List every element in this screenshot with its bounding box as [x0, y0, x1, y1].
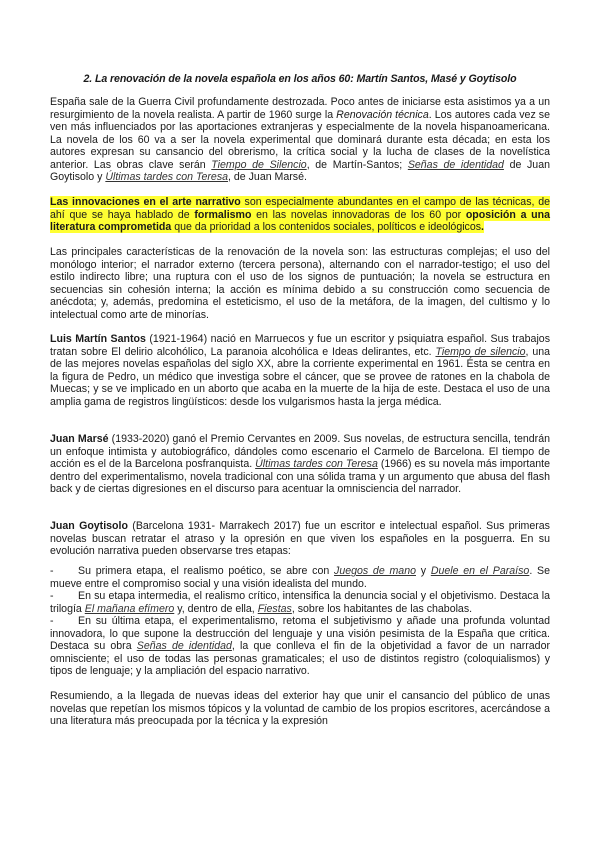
- link-senas-de-identidad-2[interactable]: Señas de identidad: [136, 640, 232, 652]
- list-item: - Su primera etapa, el realismo poético, se abre con Juegos de mano y Duele en el Paraíso. Se mueve entre el compromiso social y una visión idealista del mundo.: [50, 565, 550, 590]
- link-el-manana-efimero[interactable]: El mañana efímero: [84, 602, 175, 615]
- author-name: Juan Goytisolo: [50, 520, 128, 532]
- link-ultimas-tardes-2[interactable]: Últimas tardes con Teresa: [255, 458, 378, 470]
- link-fiestas[interactable]: Fiestas: [257, 602, 292, 615]
- list-item: - En su última etapa, el experimentalismo, retoma el subjetivismo y añade una profunda voluntad innovadora, lo que supone la destrucción del lenguaje y una visión pesimista de la España que critica. Destaca su obra Señas de identidad, la que conlleva el fin de la objetividad a favor de un narrador omnisciente; el uso de todas las personas gramaticales; el uso de distintos registro (coloquialismos) y tipos de lenguaje; y la ampliación del espacio narrativo.: [50, 615, 550, 677]
- paragraph-intro: España sale de la Guerra Civil profundamente destrozada. Poco antes de iniciarse esta asistimos ya a un resurgimiento de la novela realista. A partir de 1960 surge la Renovación técnica. Los autores cada vez se ven más influenciados por las aportaciones extranjeras y especialmente de la novela hispanoamericana. La novela de los 60 va a ser la novela experimental que dominará durante esta década; en esta los autores expresan su cansancio del obrerismo, la crítica social y la lucha de clases de la novelística anterior. Las obras clave serán Tiempo de Silencio, de Martín-Santos; Señas de identidad de Juan Goytisolo y Últimas tardes con Teresa, de Juan Marsé.: [50, 96, 550, 183]
- list-item: - En su etapa intermedia, el realismo crítico, intensifica la denuncia social y el objetivismo. Destaca la trilogía El mañana efímero y, dentro de ella, Fiestas, sobre los habitantes de las chabolas.: [50, 590, 550, 615]
- paragraph-summary: Resumiendo, a la llegada de nuevas ideas del exterior hay que unir el cansancio del público de unas novelas que repetían los mismos tópicos y la voluntad de cambio de los propios escritores, acercándose a una literatura más preocupada por la técnica y la expresión: [50, 690, 550, 727]
- link-senas-de-identidad[interactable]: Señas de identidad: [407, 158, 504, 171]
- paragraph-martin-santos: Luis Martín Santos (1921-1964) nació en Marruecos y fue un escritor y psiquiatra español. Sus trabajos tratan sobre El delirio alcohólico, La paranoia alcohólica e Ideas delirantes, etc. Tiempo de silencio, una de las mejores novelas españolas del siglo XX, abre la corriente experimental en 1961. Ésta se centra en la figura de Pedro, un médico que investiga sobre el cáncer, que se provee de ratones en la chabola de Muecas; y se ve implicado en un aborto que acaba en la muerte de la hija de este. Destaca el uso de una amplia gama de registros lingüísticos: desde los vulgarismos hasta la jerga médica.: [50, 333, 551, 408]
- paragraph-characteristics: Las principales características de la renovación de la novela son: las estructuras complejas; el uso del monólogo interior; el narrador externo (tercera persona), alternando con el narrador-testigo; el uso del estilo indirecto libre; una ruptura con el uso de los signos de puntuación; la novela se estructura en secuencias sin cohesión interna; la acción es mínima debido a su construcción como secuencia de anécdota; y, además, predomina el esteticismo, el uso de la metáfora, de la imagen, del cultismo y lo intelectual como arte de minorías.: [50, 246, 550, 321]
- link-tiempo-de-silencio[interactable]: Tiempo de Silencio: [211, 158, 307, 171]
- author-name: Luis Martín Santos: [50, 333, 146, 345]
- paragraph-marse: Juan Marsé (1933-2020) ganó el Premio Cervantes en 2009. Sus novelas, de estructura sencilla, tendrán un enfoque intimista y autobiográfico, dándoles como escenario el Carmelo de Barcelona. El tiempo de acción es el de la Barcelona posfranquista. Últimas tardes con Teresa (1966) es su novela más importante dentro del experimentalismo, novela tradicional con una sólida trama y un argumento que abusa del flash back y de ciertas digresiones en el discurso para acentuar la omnisciencia del narrador.: [50, 433, 550, 495]
- stages-list: [50, 565, 550, 678]
- paragraph-highlighted: Las innovaciones en el arte narrativo son especialmente abundantes en el campo de las técnicas, de ahí que se haya hablado de formalismo en las novelas innovadoras de los 60 por oposición a una literatura comprometida que da prioridad a los contenidos sociales, políticos e ideológicos.: [50, 196, 551, 233]
- paragraph-goytisolo: Juan Goytisolo (Barcelona 1931- Marrakech 2017) fue un escritor e intelectual español. Sus primeras novelas buscan retratar el atraso y la opresión en que viven los españoles en la posguerra. En su evolución narrativa pueden observarse tres etapas:: [50, 520, 550, 557]
- author-name: Juan Marsé: [50, 433, 109, 445]
- document-title: 2. La renovación de la novela española en los años 60: Martín Santos, Masé y Goytisolo: [83, 73, 517, 85]
- link-duele-en-el-paraiso[interactable]: Duele en el Paraíso: [430, 565, 530, 577]
- link-ultimas-tardes[interactable]: Últimas tardes con Teresa: [105, 171, 229, 183]
- link-tiempo-de-silencio-2[interactable]: Tiempo de silencio: [435, 345, 526, 358]
- link-juegos-de-mano[interactable]: Juegos de mano: [334, 565, 416, 577]
